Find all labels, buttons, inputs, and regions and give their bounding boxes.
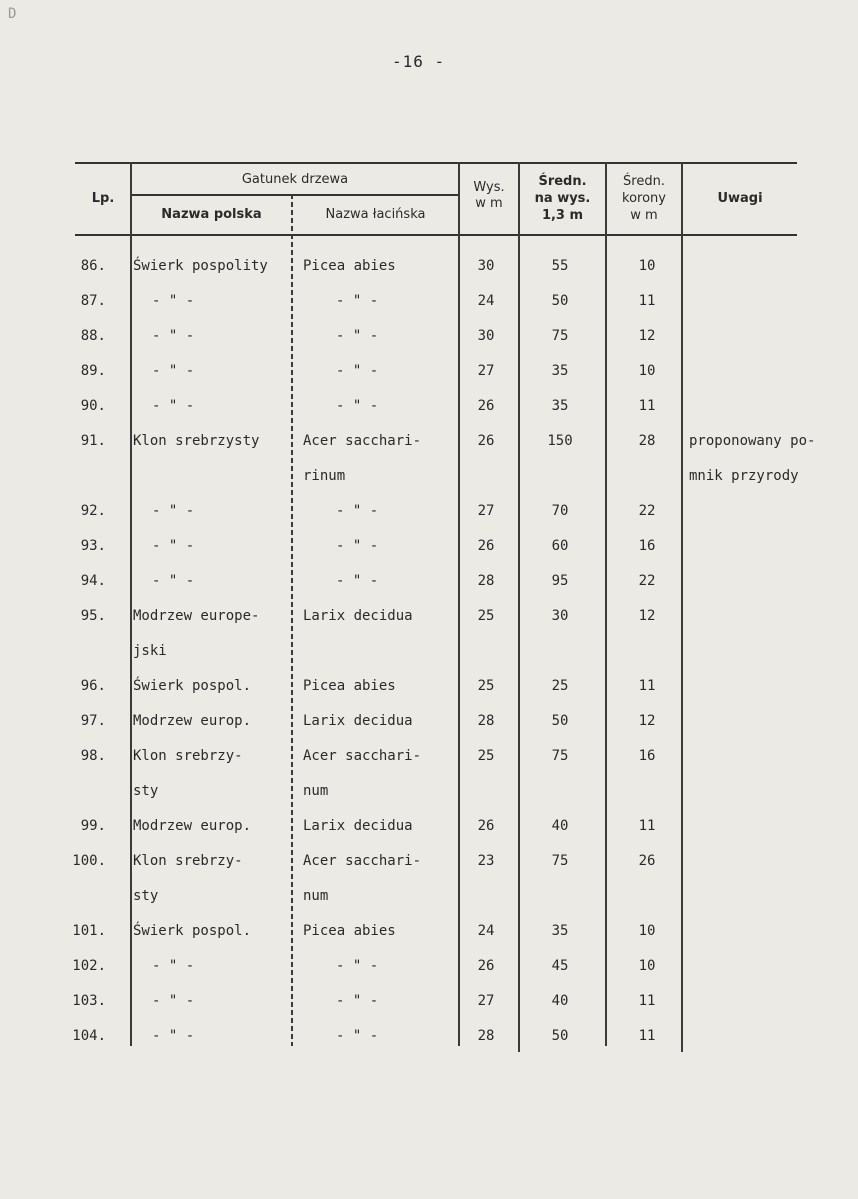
header-species-group: Gatunek drzewa — [241, 172, 349, 187]
height-value: 26 — [477, 818, 495, 834]
header-crown-line2: korony — [622, 191, 666, 206]
height-value: 27 — [477, 363, 495, 379]
height-value: 25 — [477, 608, 495, 624]
polish-name: - " - — [152, 398, 195, 414]
page-number: -16 - — [392, 52, 446, 71]
latin-name: Acer sacchari- — [303, 853, 422, 869]
crown-value: 12 — [638, 328, 656, 344]
diameter-value: 40 — [551, 993, 569, 1009]
polish-name: sty — [133, 888, 159, 904]
latin-name: - " - — [336, 538, 379, 554]
polish-name: Klon srebrzy- — [133, 748, 243, 764]
polish-name: Modrzew europ. — [133, 818, 252, 834]
height-value: 30 — [477, 328, 495, 344]
col-rule-height — [518, 162, 520, 1052]
polish-name: Świerk pospol. — [133, 923, 252, 939]
col-rule-polish — [291, 194, 293, 1046]
crown-value: 22 — [638, 573, 656, 589]
latin-name: Larix decidua — [303, 608, 413, 624]
latin-name: Picea abies — [303, 678, 396, 694]
row-number: 96. — [80, 678, 106, 694]
diameter-value: 35 — [551, 363, 569, 379]
row-number: 102. — [72, 958, 106, 974]
polish-name: Modrzew europ. — [133, 713, 252, 729]
row-number: 89. — [80, 363, 106, 379]
latin-name: - " - — [336, 328, 379, 344]
height-value: 25 — [477, 678, 495, 694]
row-number: 90. — [80, 398, 106, 414]
header-crown-line1: Średn. — [623, 174, 665, 189]
row-number: 104. — [72, 1028, 106, 1044]
diameter-value: 50 — [551, 713, 569, 729]
latin-name: Larix decidua — [303, 713, 413, 729]
remark: mnik przyrody — [689, 468, 799, 484]
row-number: 87. — [80, 293, 106, 309]
latin-name: num — [303, 888, 329, 904]
latin-name: - " - — [336, 293, 379, 309]
height-value: 27 — [477, 993, 495, 1009]
header-diameter-line3: 1,3 m — [541, 208, 584, 223]
height-value: 25 — [477, 748, 495, 764]
height-value: 27 — [477, 503, 495, 519]
height-value: 24 — [477, 923, 495, 939]
col-rule-lp — [130, 162, 132, 1046]
col-rule-crown — [681, 162, 683, 1052]
row-number: 103. — [72, 993, 106, 1009]
height-value: 24 — [477, 293, 495, 309]
row-number: 97. — [80, 713, 106, 729]
crown-value: 28 — [638, 433, 656, 449]
polish-name: Świerk pospol. — [133, 678, 252, 694]
latin-name: rinum — [303, 468, 346, 484]
table-top-rule — [75, 162, 797, 164]
crown-value: 11 — [638, 678, 656, 694]
latin-name: - " - — [336, 398, 379, 414]
diameter-value: 35 — [551, 398, 569, 414]
latin-name: - " - — [336, 573, 379, 589]
polish-name: - " - — [152, 538, 195, 554]
diameter-value: 60 — [551, 538, 569, 554]
height-value: 23 — [477, 853, 495, 869]
crown-value: 12 — [638, 608, 656, 624]
diameter-value: 95 — [551, 573, 569, 589]
latin-name: Acer sacchari- — [303, 433, 422, 449]
row-number: 94. — [80, 573, 106, 589]
latin-name: Acer sacchari- — [303, 748, 422, 764]
crown-value: 11 — [638, 818, 656, 834]
diameter-value: 35 — [551, 923, 569, 939]
crown-value: 16 — [638, 538, 656, 554]
crown-value: 12 — [638, 713, 656, 729]
polish-name: - " - — [152, 573, 195, 589]
col-rule-diameter — [605, 162, 607, 1046]
diameter-value: 50 — [551, 1028, 569, 1044]
diameter-value: 50 — [551, 293, 569, 309]
polish-name: Świerk pospolity — [133, 258, 268, 274]
crown-value: 10 — [638, 958, 656, 974]
row-number: 86. — [80, 258, 106, 274]
polish-name: Klon srebrzysty — [133, 433, 260, 449]
latin-name: - " - — [336, 1028, 379, 1044]
diameter-value: 45 — [551, 958, 569, 974]
header-crown-line3: w m — [630, 208, 658, 223]
polish-name: - " - — [152, 293, 195, 309]
crown-value: 10 — [638, 923, 656, 939]
header-diameter-line2: na wys. — [534, 191, 591, 206]
latin-name: - " - — [336, 993, 379, 1009]
diameter-value: 40 — [551, 818, 569, 834]
diameter-value: 75 — [551, 328, 569, 344]
crown-value: 26 — [638, 853, 656, 869]
polish-name: - " - — [152, 363, 195, 379]
crown-value: 11 — [638, 1028, 656, 1044]
crown-value: 11 — [638, 293, 656, 309]
latin-name: Picea abies — [303, 258, 396, 274]
crown-value: 10 — [638, 258, 656, 274]
polish-name: Modrzew europe- — [133, 608, 260, 624]
polish-name: - " - — [152, 1028, 195, 1044]
height-value: 26 — [477, 398, 495, 414]
row-number: 93. — [80, 538, 106, 554]
crown-value: 22 — [638, 503, 656, 519]
diameter-value: 150 — [547, 433, 573, 449]
diameter-value: 75 — [551, 748, 569, 764]
latin-name: Picea abies — [303, 923, 396, 939]
height-value: 26 — [477, 433, 495, 449]
header-height-line2: w m — [475, 196, 503, 211]
row-number: 98. — [80, 748, 106, 764]
row-number: 88. — [80, 328, 106, 344]
diameter-value: 70 — [551, 503, 569, 519]
diameter-value: 75 — [551, 853, 569, 869]
height-value: 28 — [477, 1028, 495, 1044]
height-value: 30 — [477, 258, 495, 274]
corner-mark: D — [8, 6, 17, 22]
latin-name: - " - — [336, 363, 379, 379]
latin-name: - " - — [336, 503, 379, 519]
polish-name: - " - — [152, 958, 195, 974]
header-lp: Lp. — [91, 191, 115, 206]
row-number: 91. — [80, 433, 106, 449]
latin-name: Larix decidua — [303, 818, 413, 834]
polish-name: - " - — [152, 503, 195, 519]
header-diameter-line1: Średn. — [538, 174, 587, 189]
header-bottom-rule — [75, 234, 797, 236]
row-number: 92. — [80, 503, 106, 519]
crown-value: 16 — [638, 748, 656, 764]
crown-value: 11 — [638, 398, 656, 414]
diameter-value: 25 — [551, 678, 569, 694]
polish-name: jski — [133, 643, 167, 659]
polish-name: - " - — [152, 993, 195, 1009]
header-latin-name: Nazwa łacińska — [325, 207, 426, 222]
height-value: 26 — [477, 958, 495, 974]
header-remarks: Uwagi — [717, 191, 763, 206]
row-number: 100. — [72, 853, 106, 869]
crown-value: 11 — [638, 993, 656, 1009]
latin-name: - " - — [336, 958, 379, 974]
height-value: 26 — [477, 538, 495, 554]
latin-name: num — [303, 783, 329, 799]
header-height-line1: Wys. — [473, 180, 505, 195]
row-number: 99. — [80, 818, 106, 834]
height-value: 28 — [477, 573, 495, 589]
species-subheader-rule — [132, 194, 459, 196]
remark: proponowany po- — [689, 433, 816, 449]
crown-value: 10 — [638, 363, 656, 379]
diameter-value: 55 — [551, 258, 569, 274]
polish-name: Klon srebrzy- — [133, 853, 243, 869]
diameter-value: 30 — [551, 608, 569, 624]
polish-name: - " - — [152, 328, 195, 344]
row-number: 95. — [80, 608, 106, 624]
header-polish-name: Nazwa polska — [161, 207, 262, 222]
height-value: 28 — [477, 713, 495, 729]
polish-name: sty — [133, 783, 159, 799]
row-number: 101. — [72, 923, 106, 939]
